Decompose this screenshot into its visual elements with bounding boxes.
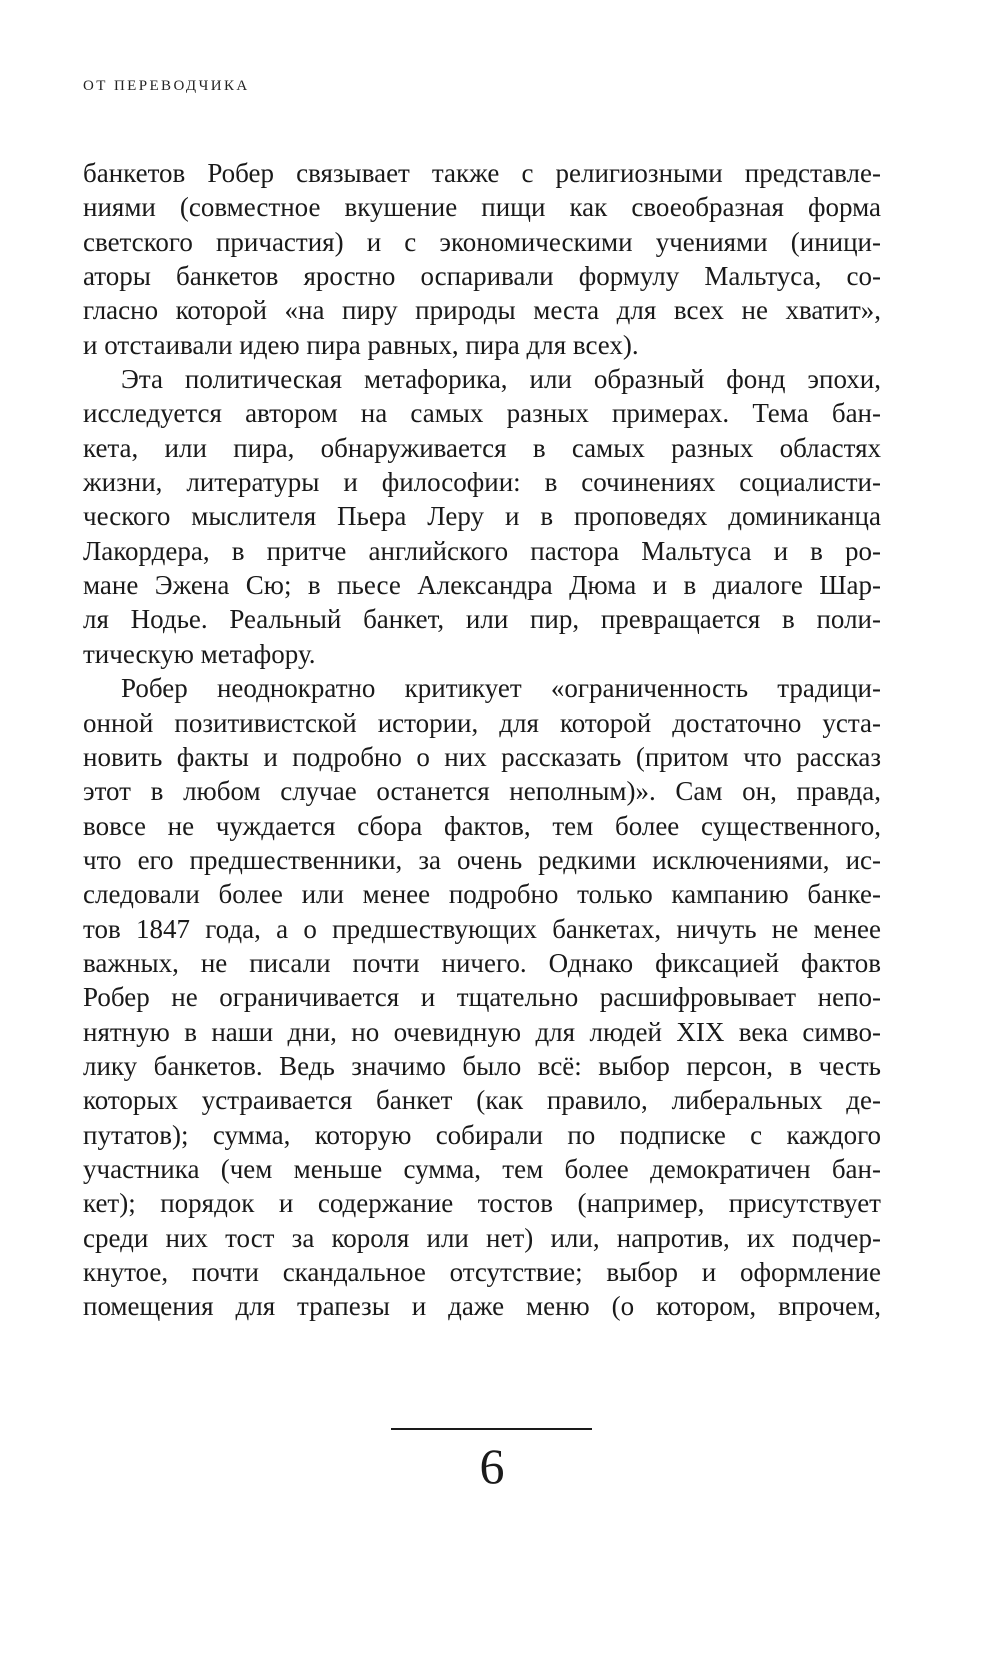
text-line: кета, или пира, обнаруживается в самых разных областях xyxy=(83,432,881,463)
folio-rule xyxy=(391,1428,592,1430)
text-line: тическую метафору. xyxy=(83,638,316,669)
text-line: помещения для трапезы и даже меню (о котором, впрочем, xyxy=(83,1291,881,1322)
text-line: ческого мыслителя Пьера Леру и в проповедях доминиканца xyxy=(83,501,881,532)
text-line: ниями (совместное вкушение пищи как своеобразная форма xyxy=(83,192,881,223)
text-line: банкетов Робер связывает также с религиозными представле- xyxy=(83,158,881,188)
text-line: онной позитивистской истории, для которой достаточно уста- xyxy=(83,707,881,738)
text-line: вовсе не чуждается сбора фактов, тем более существенного, xyxy=(83,810,881,841)
text-line: Лакордера, в притче английского пастора Мальтуса и в ро- xyxy=(83,535,881,566)
text-line: аторы банкетов яростно оспаривали формулу Мальтуса, со- xyxy=(83,261,881,292)
text-line: путатов); сумма, которую собирали по подписке с каждого xyxy=(83,1119,881,1150)
text-line: этот в любом случае останется неполным)». Сам он, правда, xyxy=(83,776,881,807)
text-line: жизни, литературы и философии: в сочинениях социалисти- xyxy=(83,467,881,498)
text-line: нятную в наши дни, но очевидную для людей XIX века симво- xyxy=(83,1016,881,1047)
text-line: что его предшественники, за очень редкими исключениями, ис- xyxy=(83,844,881,875)
text-line: кет); порядок и содержание тостов (например, присутствует xyxy=(83,1188,881,1219)
text-line: Эта политическая метафорика, или образный фонд эпохи, xyxy=(121,364,881,395)
text-line: гласно которой «на пиру природы места для всех не хватит», xyxy=(83,295,881,326)
text-line: исследуется автором на самых разных примерах. Тема бан- xyxy=(83,398,881,429)
text-line: следовали более или менее подробно только кампанию банке- xyxy=(83,879,881,910)
text-line: лику банкетов. Ведь значимо было всё: выбор персон, в честь xyxy=(83,1050,881,1081)
running-head: ОТ ПЕРЕВОДЧИКА xyxy=(83,78,250,94)
page-number: 6 xyxy=(479,1438,505,1494)
text-line: светского причастия) и с экономическими учениями (иници- xyxy=(83,226,881,257)
text-line: ля Нодье. Реальный банкет, или пир, превращается в поли- xyxy=(83,604,881,635)
text-line: среди них тост за короля или нет) или, напротив, их подчер- xyxy=(83,1222,881,1253)
body-text xyxy=(83,156,881,1324)
text-line: важных, не писали почти ничего. Однако фиксацией фактов xyxy=(83,947,881,978)
text-line: Робер неоднократно критикует «ограниченность традици- xyxy=(121,673,881,704)
text-line: мане Эжена Сю; в пьесе Александра Дюма и в диалоге Шар- xyxy=(83,570,881,601)
text-line: кнутое, почти скандальное отсутствие; выбор и оформление xyxy=(83,1257,881,1287)
text-line: участника (чем меньше сумма, тем более демократичен бан- xyxy=(83,1153,881,1184)
text-line: и отстаивали идею пира равных, пира для всех). xyxy=(83,329,639,360)
text-line: новить факты и подробно о них рассказать (притом что рассказ xyxy=(83,741,881,772)
text-line: которых устраивается банкет (как правило, либеральных де- xyxy=(83,1085,881,1116)
text-line: Робер не ограничивается и тщательно расшифровывает непо- xyxy=(83,982,881,1013)
text-line: тов 1847 года, а о предшествующих банкетах, ничуть не менее xyxy=(83,913,881,944)
